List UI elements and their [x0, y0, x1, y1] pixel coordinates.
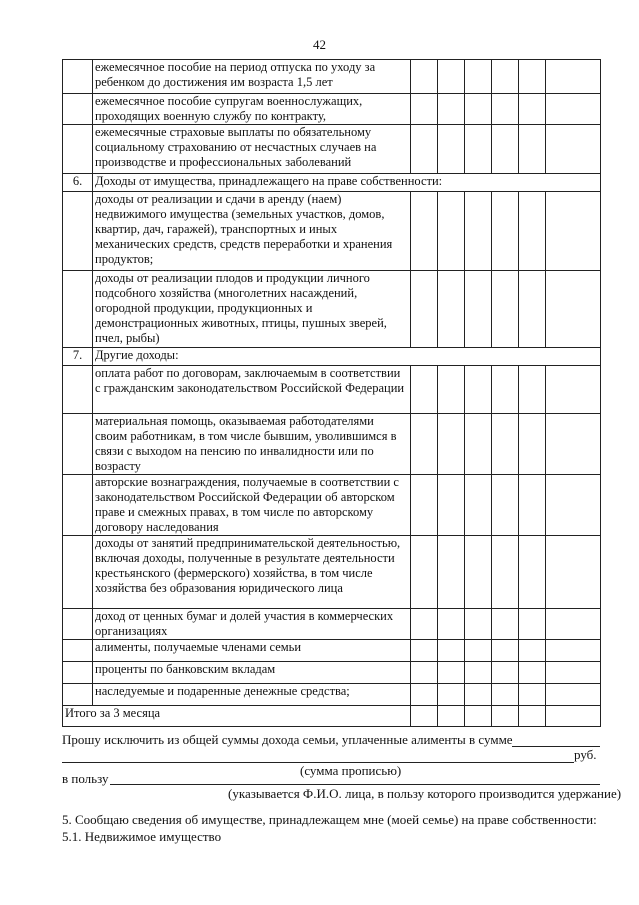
income-description: наследуемые и подаренные денежные средства; [93, 684, 411, 706]
amount-cell[interactable] [465, 609, 492, 640]
amount-cell[interactable] [519, 271, 546, 348]
amount-cell[interactable] [465, 125, 492, 174]
number-cell [63, 366, 93, 414]
amount-cell[interactable] [411, 662, 438, 684]
amount-cell[interactable] [519, 60, 546, 94]
table-row [63, 414, 601, 475]
amount-cell[interactable] [492, 94, 519, 125]
amount-cell[interactable] [546, 475, 601, 536]
amount-cell[interactable] [465, 271, 492, 348]
amount-cell[interactable] [438, 414, 465, 475]
amount-cell[interactable] [438, 366, 465, 414]
section5-heading: 5. Сообщаю сведения об имуществе, принадлежащем мне (моей семье) на праве собственности: [62, 812, 597, 827]
page-number: 42 [313, 37, 326, 52]
amount-cell[interactable] [465, 475, 492, 536]
number-cell [63, 662, 93, 684]
number-cell [63, 94, 93, 125]
section-row [63, 348, 601, 366]
amount-cell[interactable] [519, 414, 546, 475]
number-cell [63, 125, 93, 174]
amount-cell[interactable] [492, 536, 519, 609]
amount-cell[interactable] [438, 536, 465, 609]
table-row [63, 640, 601, 662]
number-cell [63, 609, 93, 640]
section-number: 6. [63, 174, 93, 192]
amount-cell[interactable] [492, 366, 519, 414]
amount-cell[interactable] [411, 192, 438, 271]
number-cell [63, 271, 93, 348]
alimony-request-text: Прошу исключить из общей суммы дохода семьи, уплаченные алименты в сумме [62, 732, 513, 747]
amount-cell[interactable] [519, 640, 546, 662]
amount-cell[interactable] [546, 662, 601, 684]
amount-cell[interactable] [411, 414, 438, 475]
amount-cell[interactable] [465, 414, 492, 475]
number-cell [63, 192, 93, 271]
amount-cell[interactable] [546, 60, 601, 94]
amount-cell[interactable] [546, 125, 601, 174]
amount-cell[interactable] [438, 609, 465, 640]
amount-cell[interactable] [438, 271, 465, 348]
amount-cell[interactable] [546, 192, 601, 271]
number-cell [63, 414, 93, 475]
amount-cell[interactable] [546, 414, 601, 475]
amount-cell[interactable] [519, 192, 546, 271]
number-cell [63, 475, 93, 536]
table-row [63, 475, 601, 536]
amount-cell[interactable] [438, 125, 465, 174]
table-row [63, 192, 601, 271]
amount-cell[interactable] [492, 125, 519, 174]
amount-cell[interactable] [465, 662, 492, 684]
benefit-note: (указывается Ф.И.О. лица, в пользу которого производится удержание) [228, 786, 622, 801]
sum-words-note: (сумма прописью) [300, 763, 402, 778]
amount-cell[interactable] [411, 94, 438, 125]
income-description: авторские вознаграждения, получаемые в соответствии с законодательством Российской Федерации об авторском праве и смежных правах, в том числе по авторскому договору наследования [93, 475, 411, 536]
amount-cell[interactable] [465, 640, 492, 662]
number-cell [63, 536, 93, 609]
amount-cell[interactable] [519, 609, 546, 640]
amount-cell[interactable] [438, 94, 465, 125]
section-title: Доходы от имущества, принадлежащего на праве собственности: [93, 174, 601, 192]
section-row [63, 174, 601, 192]
amount-cell[interactable] [492, 414, 519, 475]
income-description: ежемесячные страховые выплаты по обязательному социальному страхованию от несчастных случаев на производстве и профессиональных заболеваний [93, 125, 411, 174]
amount-cell[interactable] [546, 94, 601, 125]
amount-cell[interactable] [492, 609, 519, 640]
income-description: ежемесячное пособие на период отпуска по уходу за ребенком до достижения им возраста 1,5 лет [93, 60, 411, 94]
amount-cell[interactable] [519, 366, 546, 414]
number-cell [63, 60, 93, 94]
amount-cell[interactable] [465, 192, 492, 271]
benefit-name-field[interactable] [110, 784, 600, 785]
section-title: Другие доходы: [93, 348, 601, 366]
amount-cell[interactable] [519, 125, 546, 174]
amount-cell[interactable] [411, 536, 438, 609]
amount-cell[interactable] [411, 271, 438, 348]
income-description: материальная помощь, оказываемая работодателями своим работникам, в том числе бывшим, уволившимся в связи с выходом на пенсию по инвалидности или по возрасту [93, 414, 411, 475]
amount-cell[interactable] [438, 684, 465, 706]
amount-cell[interactable] [411, 684, 438, 706]
amount-cell[interactable] [411, 366, 438, 414]
table-row [63, 662, 601, 684]
amount-cell[interactable] [492, 271, 519, 348]
amount-cell[interactable] [411, 640, 438, 662]
amount-cell[interactable] [519, 684, 546, 706]
amount-cell[interactable] [519, 94, 546, 125]
section5-sub: 5.1. Недвижимое имущество [62, 829, 222, 844]
income-description: алименты, получаемые членами семьи [93, 640, 411, 662]
benefit-label: в пользу [62, 771, 109, 786]
income-description: доходы от занятий предпринимательской деятельностью, включая доходы, полученные в результате деятельности крестьянского (фермерского) хозяйства, в том числе хозяйства без образования юридического лица [93, 536, 411, 609]
amount-cell[interactable] [519, 536, 546, 609]
amount-cell[interactable] [465, 684, 492, 706]
total-label: Итого за 3 месяца [63, 706, 411, 727]
amount-cell[interactable] [465, 60, 492, 94]
amount-cell[interactable] [465, 536, 492, 609]
amount-cell[interactable] [438, 60, 465, 94]
income-description: доходы от реализации плодов и продукции личного подсобного хозяйства (многолетних насаждений, огородной продукции, продукционных и демонстрационных животных, птицы, пушных зверей, пчел, рыбы) [93, 271, 411, 348]
income-description: ежемесячное пособие супругам военнослужащих, проходящих военную службу по контракту, [93, 94, 411, 125]
amount-cell[interactable] [411, 475, 438, 536]
amount-cell[interactable] [546, 684, 601, 706]
amount-cell[interactable] [546, 271, 601, 348]
amount-cell[interactable] [519, 662, 546, 684]
income-description: проценты по банковским вкладам [93, 662, 411, 684]
table-row [63, 125, 601, 174]
table-row [63, 536, 601, 609]
amount-cell[interactable] [519, 475, 546, 536]
income-description: доход от ценных бумаг и долей участия в коммерческих организациях [93, 609, 411, 640]
section-number: 7. [63, 348, 93, 366]
amount-cell[interactable] [438, 475, 465, 536]
amount-cell[interactable] [438, 662, 465, 684]
number-cell [63, 640, 93, 662]
amount-cell[interactable] [546, 366, 601, 414]
amount-cell[interactable] [492, 60, 519, 94]
amount-cell[interactable] [492, 475, 519, 536]
table-row [63, 609, 601, 640]
amount-cell[interactable] [492, 684, 519, 706]
table-row [63, 94, 601, 125]
amount-cell[interactable] [546, 609, 601, 640]
amount-cell[interactable] [465, 94, 492, 125]
currency-label: руб. [574, 747, 597, 762]
amount-cell[interactable] [492, 662, 519, 684]
table-row [63, 271, 601, 348]
amount-cell[interactable] [411, 125, 438, 174]
income-table [62, 59, 601, 727]
amount-cell[interactable] [492, 192, 519, 271]
amount-cell[interactable] [546, 640, 601, 662]
table-row [63, 366, 601, 414]
amount-cell[interactable] [546, 536, 601, 609]
number-cell [63, 684, 93, 706]
table-row [63, 60, 601, 94]
income-description: доходы от реализации и сдачи в аренду (наем) недвижимого имущества (земельных участков, домов, квартир, дач, гаражей), транспортных и иных механических средств, средств переработки и хранения продуктов; [93, 192, 411, 271]
table-row [63, 684, 601, 706]
amount-cell[interactable] [438, 192, 465, 271]
amount-cell[interactable] [492, 640, 519, 662]
income-description: оплата работ по договорам, заключаемым в соответствии с гражданским законодательством Российской Федерации [93, 366, 411, 414]
amount-cell[interactable] [438, 640, 465, 662]
amount-cell[interactable] [411, 609, 438, 640]
amount-cell[interactable] [411, 60, 438, 94]
amount-cell[interactable] [465, 366, 492, 414]
